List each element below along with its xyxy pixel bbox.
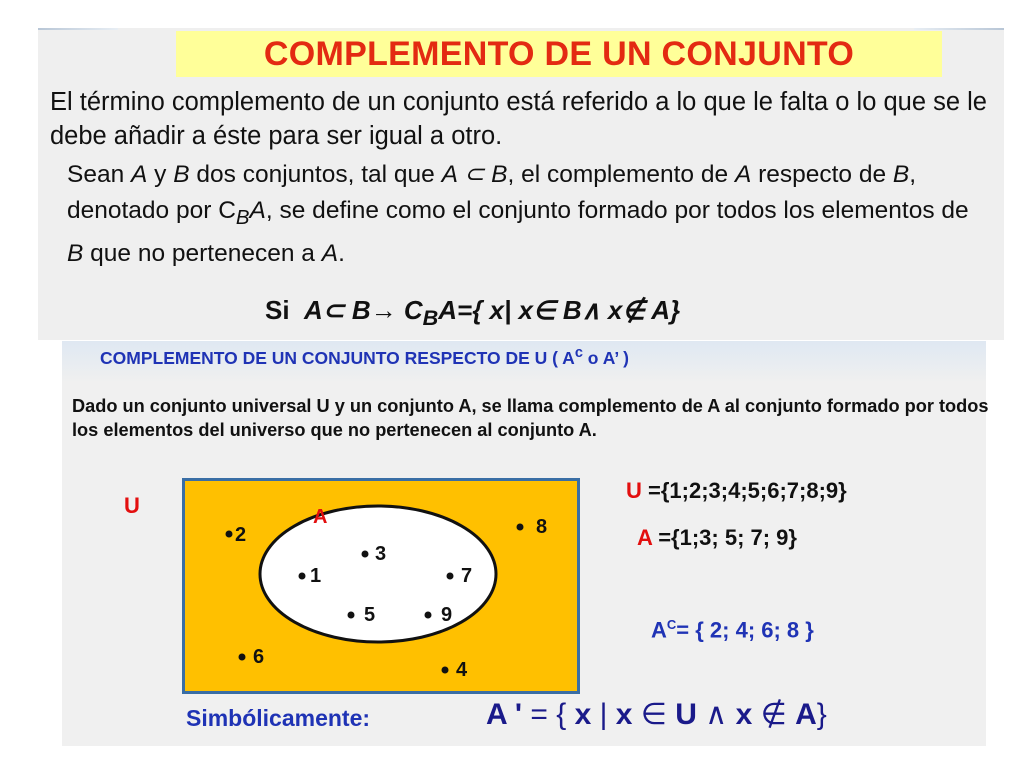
set-a-symbol: A bbox=[249, 197, 266, 224]
decorative-line bbox=[38, 28, 118, 30]
definition-text: Sean bbox=[67, 161, 132, 188]
element-dot bbox=[362, 551, 369, 558]
set-a-name: A bbox=[637, 525, 653, 550]
symbolic-formula bbox=[486, 697, 827, 732]
universe-label: U bbox=[124, 493, 140, 518]
definition-paragraph bbox=[67, 157, 987, 272]
subtitle-text: COMPLEMENTO DE UN CONJUNTO RESPECTO DE U ( A bbox=[100, 347, 575, 368]
element-9: 9 bbox=[441, 604, 453, 626]
set-a-label: A bbox=[313, 506, 328, 528]
formula-variable: x bbox=[574, 698, 592, 731]
formula-set-builder: A={ x| x∈ B∧ x∉ A} bbox=[438, 295, 681, 325]
set-a-symbol: A bbox=[734, 161, 752, 188]
definition-text: y bbox=[147, 161, 174, 188]
formula-set-a: A bbox=[795, 698, 817, 731]
subtitle-text: o A’ ) bbox=[582, 347, 629, 368]
complement-superscript: C bbox=[666, 617, 677, 632]
formula-lhs: A ' bbox=[486, 698, 523, 731]
element-dot bbox=[226, 531, 233, 538]
such-that-bar: | bbox=[599, 698, 608, 731]
element-of-symbol: ∈ bbox=[632, 698, 676, 731]
element-dot bbox=[299, 573, 306, 580]
set-b-symbol: B bbox=[173, 161, 190, 188]
intro-paragraph: El término complemento de un conjunto está referido a lo que le falta o lo que se le debe añadir a éste para ser igual a otro. bbox=[50, 88, 987, 150]
element-2: 2 bbox=[235, 524, 247, 546]
set-a-symbol: A bbox=[131, 161, 148, 188]
universal-set-definition bbox=[626, 478, 847, 504]
element-1: 1 bbox=[310, 565, 322, 587]
element-8: 8 bbox=[536, 516, 548, 538]
definition-text: , denotado por bbox=[67, 161, 917, 224]
section-subtitle bbox=[100, 345, 629, 369]
symbolic-label: Simbólicamente: bbox=[186, 705, 371, 731]
complement-result bbox=[651, 617, 814, 643]
complement-formula bbox=[265, 295, 885, 331]
decorative-line bbox=[914, 28, 1004, 30]
universal-set-name: U bbox=[626, 478, 642, 503]
element-5: 5 bbox=[364, 604, 376, 626]
element-dot bbox=[239, 654, 246, 661]
formula-expression: A⊂ B→ C bbox=[304, 295, 423, 325]
definition-text: respecto de bbox=[751, 161, 893, 188]
subset-expression: A ⊂ B bbox=[441, 161, 508, 188]
formula-variable: x bbox=[615, 698, 633, 731]
formula-variable: x bbox=[735, 698, 753, 731]
formula-equals: = bbox=[522, 698, 557, 731]
definition-text: . bbox=[338, 239, 345, 267]
universal-definition: Dado un conjunto universal U y un conjunto A, se llama complemento de A al conjunto formado por todos los elementos del universo que no pertenecen al conjunto A. bbox=[72, 396, 989, 440]
set-a-definition bbox=[637, 525, 797, 551]
not-element-of-symbol: ∉ bbox=[752, 698, 796, 731]
complement-subscript: B bbox=[235, 206, 250, 229]
element-7: 7 bbox=[461, 565, 473, 587]
formula-si: Si bbox=[265, 295, 290, 325]
page-title: COMPLEMENTO DE UN CONJUNTO bbox=[263, 35, 855, 73]
definition-text: dos conjuntos, tal que bbox=[189, 161, 442, 188]
element-dot bbox=[348, 612, 355, 619]
element-dot bbox=[447, 573, 454, 580]
complement-symbol: C bbox=[218, 197, 236, 224]
element-4: 4 bbox=[456, 659, 468, 681]
venn-diagram bbox=[182, 478, 580, 694]
set-a-elements: ={1;3; 5; 7; 9} bbox=[652, 525, 797, 550]
set-b-symbol: B bbox=[67, 239, 84, 267]
open-brace: { bbox=[556, 698, 567, 731]
complement-base: A bbox=[651, 617, 667, 643]
universal-set-elements: ={1;2;3;4;5;6;7;8;9} bbox=[641, 478, 847, 503]
element-dot bbox=[517, 524, 524, 531]
element-6: 6 bbox=[253, 646, 265, 668]
and-symbol: ∧ bbox=[696, 698, 736, 731]
formula-universe: U bbox=[675, 698, 697, 731]
definition-text: , el complemento de bbox=[507, 161, 735, 188]
definition-text: que no pertenecen a bbox=[83, 239, 322, 267]
set-b-symbol: B bbox=[892, 161, 910, 188]
definition-text: , se define como el conjunto formado por todos los elementos de bbox=[265, 197, 969, 224]
element-dot bbox=[442, 667, 449, 674]
element-3: 3 bbox=[375, 543, 387, 565]
complement-elements: = { 2; 4; 6; 8 } bbox=[676, 617, 814, 643]
subtitle-superscript: c bbox=[574, 345, 583, 361]
set-a-symbol: A bbox=[321, 239, 339, 267]
close-brace: } bbox=[816, 698, 827, 731]
formula-subscript: B bbox=[422, 305, 439, 331]
element-dot bbox=[425, 612, 432, 619]
